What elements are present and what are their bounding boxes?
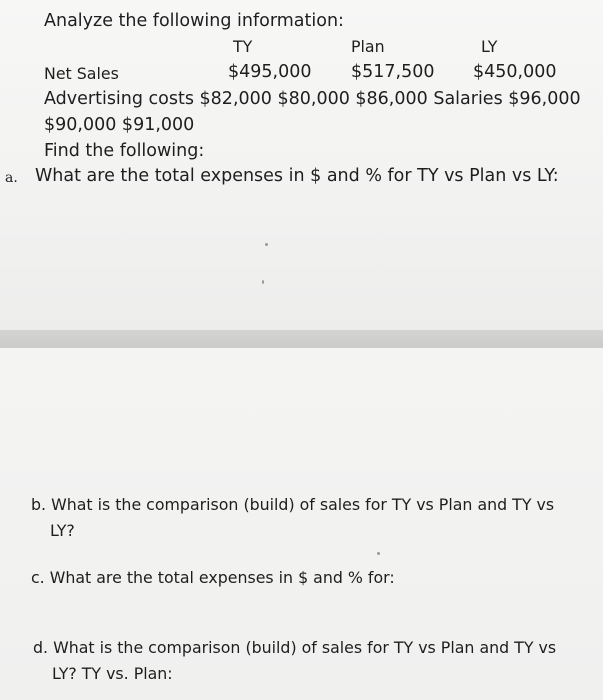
question-c-text: c. What are the total expenses in $ and % for: <box>31 568 395 587</box>
find-heading: Find the following: <box>44 141 205 161</box>
question-d-line-2: LY? TY vs. Plan: <box>52 664 173 683</box>
net-sales-plan: $517,500 <box>351 62 435 82</box>
intro-heading: Analyze the following information: <box>44 11 344 31</box>
stray-mark <box>262 280 264 284</box>
expenses-line-2: $90,000 $91,000 <box>44 115 195 135</box>
page-fold-band <box>0 330 603 348</box>
question-a-marker: a. <box>5 170 18 186</box>
stray-mark <box>265 243 268 246</box>
net-sales-label: Net Sales <box>44 64 119 83</box>
net-sales-ty: $495,000 <box>228 62 312 82</box>
stray-mark <box>377 552 380 555</box>
question-a-text: What are the total expenses in $ and % for TY vs Plan vs LY: <box>35 166 559 186</box>
column-header-ly: LY <box>481 37 498 56</box>
column-header-ty: TY <box>233 37 253 56</box>
question-d-line-1: d. What is the comparison (build) of sales for TY vs Plan and TY vs <box>33 638 557 657</box>
net-sales-ly: $450,000 <box>473 62 557 82</box>
expenses-line-1: Advertising costs $82,000 $80,000 $86,000 Salaries $96,000 <box>44 89 581 109</box>
question-b-line-2: LY? <box>50 521 75 540</box>
question-b-line-1: b. What is the comparison (build) of sales for TY vs Plan and TY vs <box>31 495 555 514</box>
column-header-plan: Plan <box>351 37 385 56</box>
